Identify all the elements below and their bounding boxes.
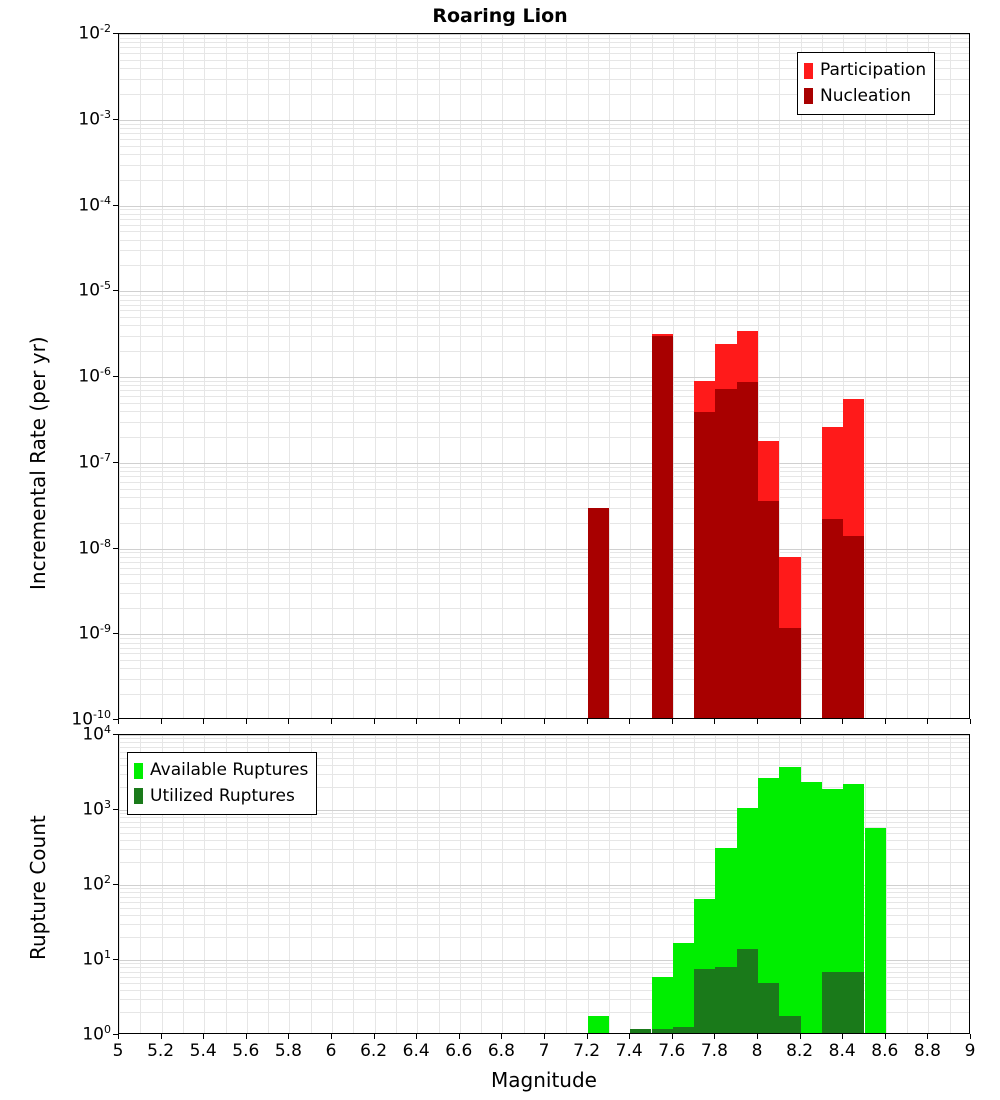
x-tick-label: 8.2 <box>786 1041 814 1061</box>
x-tick-label: 7.2 <box>573 1041 601 1061</box>
bar <box>652 336 673 719</box>
x-tickmark <box>544 1034 545 1039</box>
x-tickmark <box>842 1034 843 1039</box>
bar <box>779 767 800 1034</box>
legend-label: Participation <box>820 60 927 80</box>
x-tickmark <box>118 719 119 724</box>
y-tick-label: $10^2$ <box>82 873 111 895</box>
x-tickmark <box>118 1034 119 1039</box>
y-tickmark <box>113 959 118 960</box>
x-tick-label: 7.8 <box>700 1041 728 1061</box>
y-tick-label: $10^{-9}$ <box>78 622 111 644</box>
y-tick-label: $10^{-4}$ <box>78 193 111 216</box>
x-tick-label: 5.6 <box>232 1041 260 1061</box>
x-tickmark <box>544 719 545 724</box>
legend-item <box>804 58 926 84</box>
legend-label: Available Ruptures <box>150 760 309 780</box>
bar <box>843 972 864 1034</box>
x-tick-label: 8.8 <box>913 1041 941 1061</box>
bar <box>630 1029 651 1034</box>
x-tickmark <box>459 1034 460 1039</box>
x-tickmark <box>885 719 886 724</box>
bar <box>779 628 800 720</box>
legend-top <box>797 52 935 115</box>
bar <box>673 1027 694 1035</box>
x-tickmark <box>800 1034 801 1039</box>
legend-item <box>134 758 308 784</box>
x-tickmark <box>161 719 162 724</box>
x-tick-label: 7.6 <box>658 1041 686 1061</box>
x-tick-label: 5 <box>112 1041 124 1061</box>
y-tickmark <box>113 376 118 377</box>
y-axis-label-bottom: Rupture Count <box>26 815 50 960</box>
x-tickmark <box>203 719 204 724</box>
x-tick-label: 6.4 <box>402 1041 430 1061</box>
bar <box>758 983 779 1034</box>
x-tickmark <box>587 719 588 724</box>
x-tickmark <box>288 719 289 724</box>
bar <box>822 972 843 1034</box>
y-tick-label: $10^1$ <box>82 948 111 970</box>
y-tick-label: $10^{-2}$ <box>78 22 111 44</box>
x-tickmark <box>757 719 758 724</box>
bar <box>715 389 736 719</box>
bar <box>737 949 758 1034</box>
x-tickmark <box>629 719 630 724</box>
x-axis-label: Magnitude <box>491 1068 597 1092</box>
bar <box>865 828 886 1034</box>
bar <box>758 501 779 719</box>
x-tickmark <box>416 1034 417 1039</box>
y-tickmark <box>113 205 118 206</box>
x-tickmark <box>246 719 247 724</box>
x-tickmark <box>374 1034 375 1039</box>
x-tickmark <box>416 719 417 724</box>
y-tickmark <box>113 33 118 34</box>
x-tickmark <box>757 1034 758 1039</box>
y-tickmark <box>113 734 118 735</box>
bar <box>779 1016 800 1034</box>
y-tickmark <box>113 548 118 549</box>
x-tickmark <box>672 1034 673 1039</box>
x-tickmark <box>714 719 715 724</box>
x-tickmark <box>714 1034 715 1039</box>
bar <box>843 536 864 719</box>
bar <box>822 519 843 719</box>
bar <box>694 969 715 1034</box>
y-tick-label: $10^4$ <box>82 723 111 745</box>
y-tickmark <box>113 809 118 810</box>
x-tickmark <box>800 719 801 724</box>
legend-swatch <box>134 788 143 804</box>
bar <box>652 977 673 1034</box>
x-tick-label: 5.8 <box>274 1041 302 1061</box>
y-tickmark <box>113 119 118 120</box>
y-tickmark <box>113 290 118 291</box>
legend-swatch <box>804 63 813 79</box>
bar <box>801 782 822 1035</box>
x-tick-label: 6.6 <box>445 1041 473 1061</box>
y-tickmark <box>113 633 118 634</box>
x-tickmark <box>288 1034 289 1039</box>
x-tick-label: 5.4 <box>189 1041 217 1061</box>
x-tick-label: 7.4 <box>615 1041 643 1061</box>
x-tickmark <box>629 1034 630 1039</box>
x-tickmark <box>203 1034 204 1039</box>
legend-item <box>804 84 926 110</box>
bar <box>588 508 609 719</box>
bars-top <box>119 34 969 718</box>
y-tickmark <box>113 462 118 463</box>
y-tick-label: $10^{-6}$ <box>78 365 111 387</box>
x-tick-label: 6 <box>325 1041 337 1061</box>
x-tick-label: 8.4 <box>828 1041 856 1061</box>
x-tickmark <box>672 719 673 724</box>
y-tick-label: $10^{-10}$ <box>71 708 111 730</box>
y-axis-label-top: Incremental Rate (per yr) <box>26 336 50 590</box>
bar <box>652 1029 673 1034</box>
x-tick-label: 8.6 <box>871 1041 899 1061</box>
x-tickmark <box>842 719 843 724</box>
legend-item <box>134 784 308 810</box>
x-tickmark <box>885 1034 886 1039</box>
legend-bottom <box>127 752 317 815</box>
legend-label: Nucleation <box>820 85 912 106</box>
incremental-rate-plot <box>118 33 970 719</box>
chart-title: Roaring Lion <box>432 5 568 27</box>
bar <box>737 382 758 719</box>
bar <box>715 967 736 1034</box>
y-tick-label: $10^{-5}$ <box>78 279 111 301</box>
x-tickmark <box>927 719 928 724</box>
y-tick-label: $10^0$ <box>82 1023 111 1045</box>
bar <box>694 412 715 719</box>
y-tick-label: $10^{-8}$ <box>78 536 111 559</box>
x-tickmark <box>331 1034 332 1039</box>
x-tickmark <box>970 719 971 724</box>
legend-label: Utilized Ruptures <box>150 785 295 806</box>
legend-swatch <box>134 763 143 779</box>
x-tickmark <box>501 1034 502 1039</box>
x-tick-label: 8 <box>751 1041 763 1061</box>
x-tick-label: 6.2 <box>360 1041 388 1061</box>
x-tick-label: 6.8 <box>487 1041 515 1061</box>
x-tickmark <box>374 719 375 724</box>
x-tickmark <box>331 719 332 724</box>
x-tickmark <box>927 1034 928 1039</box>
x-tickmark <box>587 1034 588 1039</box>
y-tick-label: $10^{-7}$ <box>78 450 111 473</box>
x-tick-label: 5.2 <box>147 1041 175 1061</box>
x-tick-label: 9 <box>964 1041 976 1061</box>
y-tickmark <box>113 884 118 885</box>
y-tick-label: $10^3$ <box>82 798 111 820</box>
x-tickmark <box>970 1034 971 1039</box>
x-tick-label: 7 <box>538 1041 550 1061</box>
x-tickmark <box>246 1034 247 1039</box>
bar <box>673 943 694 1034</box>
x-tickmark <box>161 1034 162 1039</box>
bar <box>588 1016 609 1034</box>
y-tick-label: $10^{-3}$ <box>78 107 111 130</box>
legend-swatch <box>804 88 813 104</box>
x-tickmark <box>501 719 502 724</box>
x-tickmark <box>459 719 460 724</box>
